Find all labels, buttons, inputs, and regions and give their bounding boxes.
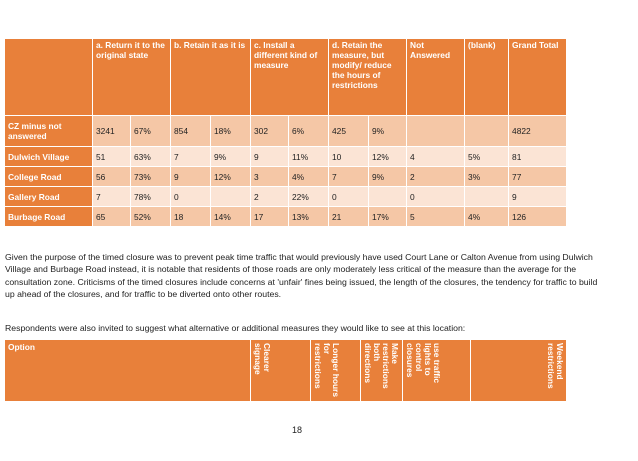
cell: 5 — [407, 207, 465, 227]
option-col-label: use traffic lights to control closures — [405, 343, 442, 384]
cell: 51 — [93, 147, 131, 167]
cell: 9% — [211, 147, 251, 167]
body-paragraph: Given the purpose of the timed closure was to prevent peak time traffic that would previously have used Court Lane or Calton Avenue from using Dulwich Village and Burbage Road instead, it is notable that residents of those roads are only moderately less critical of the measure than the average for the consultation zone. Criticisms of the timed closures include concerns at 'unfair' fines being issued, the length of the closures, the tendency for traffic to build up ahead of the closures, and for traffic to be diverted onto other routes. — [5, 252, 598, 300]
cell: 18% — [211, 116, 251, 147]
table-row — [5, 147, 567, 167]
header-corner — [5, 39, 93, 116]
cell — [369, 187, 407, 207]
table-row — [5, 167, 567, 187]
option-col-both-directions — [361, 340, 403, 402]
cell — [407, 116, 465, 147]
cell: 3 — [251, 167, 289, 187]
row-label: CZ minus not answered — [5, 116, 93, 147]
option-col-clearer-signage — [251, 340, 311, 402]
intro-paragraph: Respondents were also invited to suggest what alternative or additional measures they would like to see at this location: — [5, 323, 466, 333]
cell: 4% — [465, 207, 509, 227]
cell: 9% — [369, 116, 407, 147]
header-install-different: c. Install a different kind of measure — [251, 39, 329, 116]
cell: 4% — [289, 167, 329, 187]
table-row — [5, 187, 567, 207]
option-col-longer-hours — [311, 340, 361, 402]
cell: 0 — [171, 187, 211, 207]
cell: 9 — [251, 147, 289, 167]
header-not-answered: Not Answered — [407, 39, 465, 116]
option-col-weekend — [471, 340, 567, 402]
header-blank: (blank) — [465, 39, 509, 116]
cell: 77 — [509, 167, 567, 187]
cell: 18 — [171, 207, 211, 227]
cell: 63% — [131, 147, 171, 167]
cell: 56 — [93, 167, 131, 187]
cell: 2 — [407, 167, 465, 187]
cell: 4 — [407, 147, 465, 167]
page-number: 18 — [292, 425, 303, 435]
cell: 13% — [289, 207, 329, 227]
row-label: Dulwich Village — [5, 147, 93, 167]
cell: 126 — [509, 207, 567, 227]
cell — [465, 116, 509, 147]
option-label: Option — [5, 340, 251, 402]
cell: 9% — [369, 167, 407, 187]
option-table-header — [4, 339, 567, 402]
cell: 6% — [289, 116, 329, 147]
cell: 73% — [131, 167, 171, 187]
cell: 11% — [289, 147, 329, 167]
option-col-label: Longer hours for restrictions — [313, 343, 341, 397]
cell — [465, 187, 509, 207]
results-table — [4, 38, 567, 227]
cell: 425 — [329, 116, 369, 147]
cell: 22% — [289, 187, 329, 207]
cell: 2 — [251, 187, 289, 207]
cell: 7 — [329, 167, 369, 187]
cell: 4822 — [509, 116, 567, 147]
cell: 52% — [131, 207, 171, 227]
cell: 3241 — [93, 116, 131, 147]
option-col-label: Weekend restrictions — [546, 343, 565, 389]
cell: 10 — [329, 147, 369, 167]
table-row — [5, 116, 567, 147]
header-retain-modify: d. Retain the measure, but modify/ reduce the hours of restrictions — [329, 39, 407, 116]
cell: 21 — [329, 207, 369, 227]
cell: 9 — [171, 167, 211, 187]
cell: 12% — [369, 147, 407, 167]
cell: 854 — [171, 116, 211, 147]
cell: 7 — [93, 187, 131, 207]
row-label: Gallery Road — [5, 187, 93, 207]
cell: 0 — [329, 187, 369, 207]
cell: 78% — [131, 187, 171, 207]
header-return-original: a. Return it to the original state — [93, 39, 171, 116]
cell: 302 — [251, 116, 289, 147]
option-header-row — [5, 340, 567, 402]
option-col-label: Clearer signage — [253, 343, 272, 375]
cell: 14% — [211, 207, 251, 227]
cell: 65 — [93, 207, 131, 227]
row-label: College Road — [5, 167, 93, 187]
cell: 7 — [171, 147, 211, 167]
cell: 67% — [131, 116, 171, 147]
cell: 12% — [211, 167, 251, 187]
cell: 9 — [509, 187, 567, 207]
cell: 81 — [509, 147, 567, 167]
cell — [211, 187, 251, 207]
table-header-row — [5, 39, 567, 116]
row-label: Burbage Road — [5, 207, 93, 227]
header-grand-total: Grand Total — [509, 39, 567, 116]
cell: 5% — [465, 147, 509, 167]
table-row — [5, 207, 567, 227]
cell: 17% — [369, 207, 407, 227]
header-retain-as-is: b. Retain it as it is — [171, 39, 251, 116]
option-col-label: Make restrictions both directions — [363, 343, 400, 389]
cell: 17 — [251, 207, 289, 227]
cell: 0 — [407, 187, 465, 207]
option-col-traffic-lights — [403, 340, 471, 402]
cell: 3% — [465, 167, 509, 187]
